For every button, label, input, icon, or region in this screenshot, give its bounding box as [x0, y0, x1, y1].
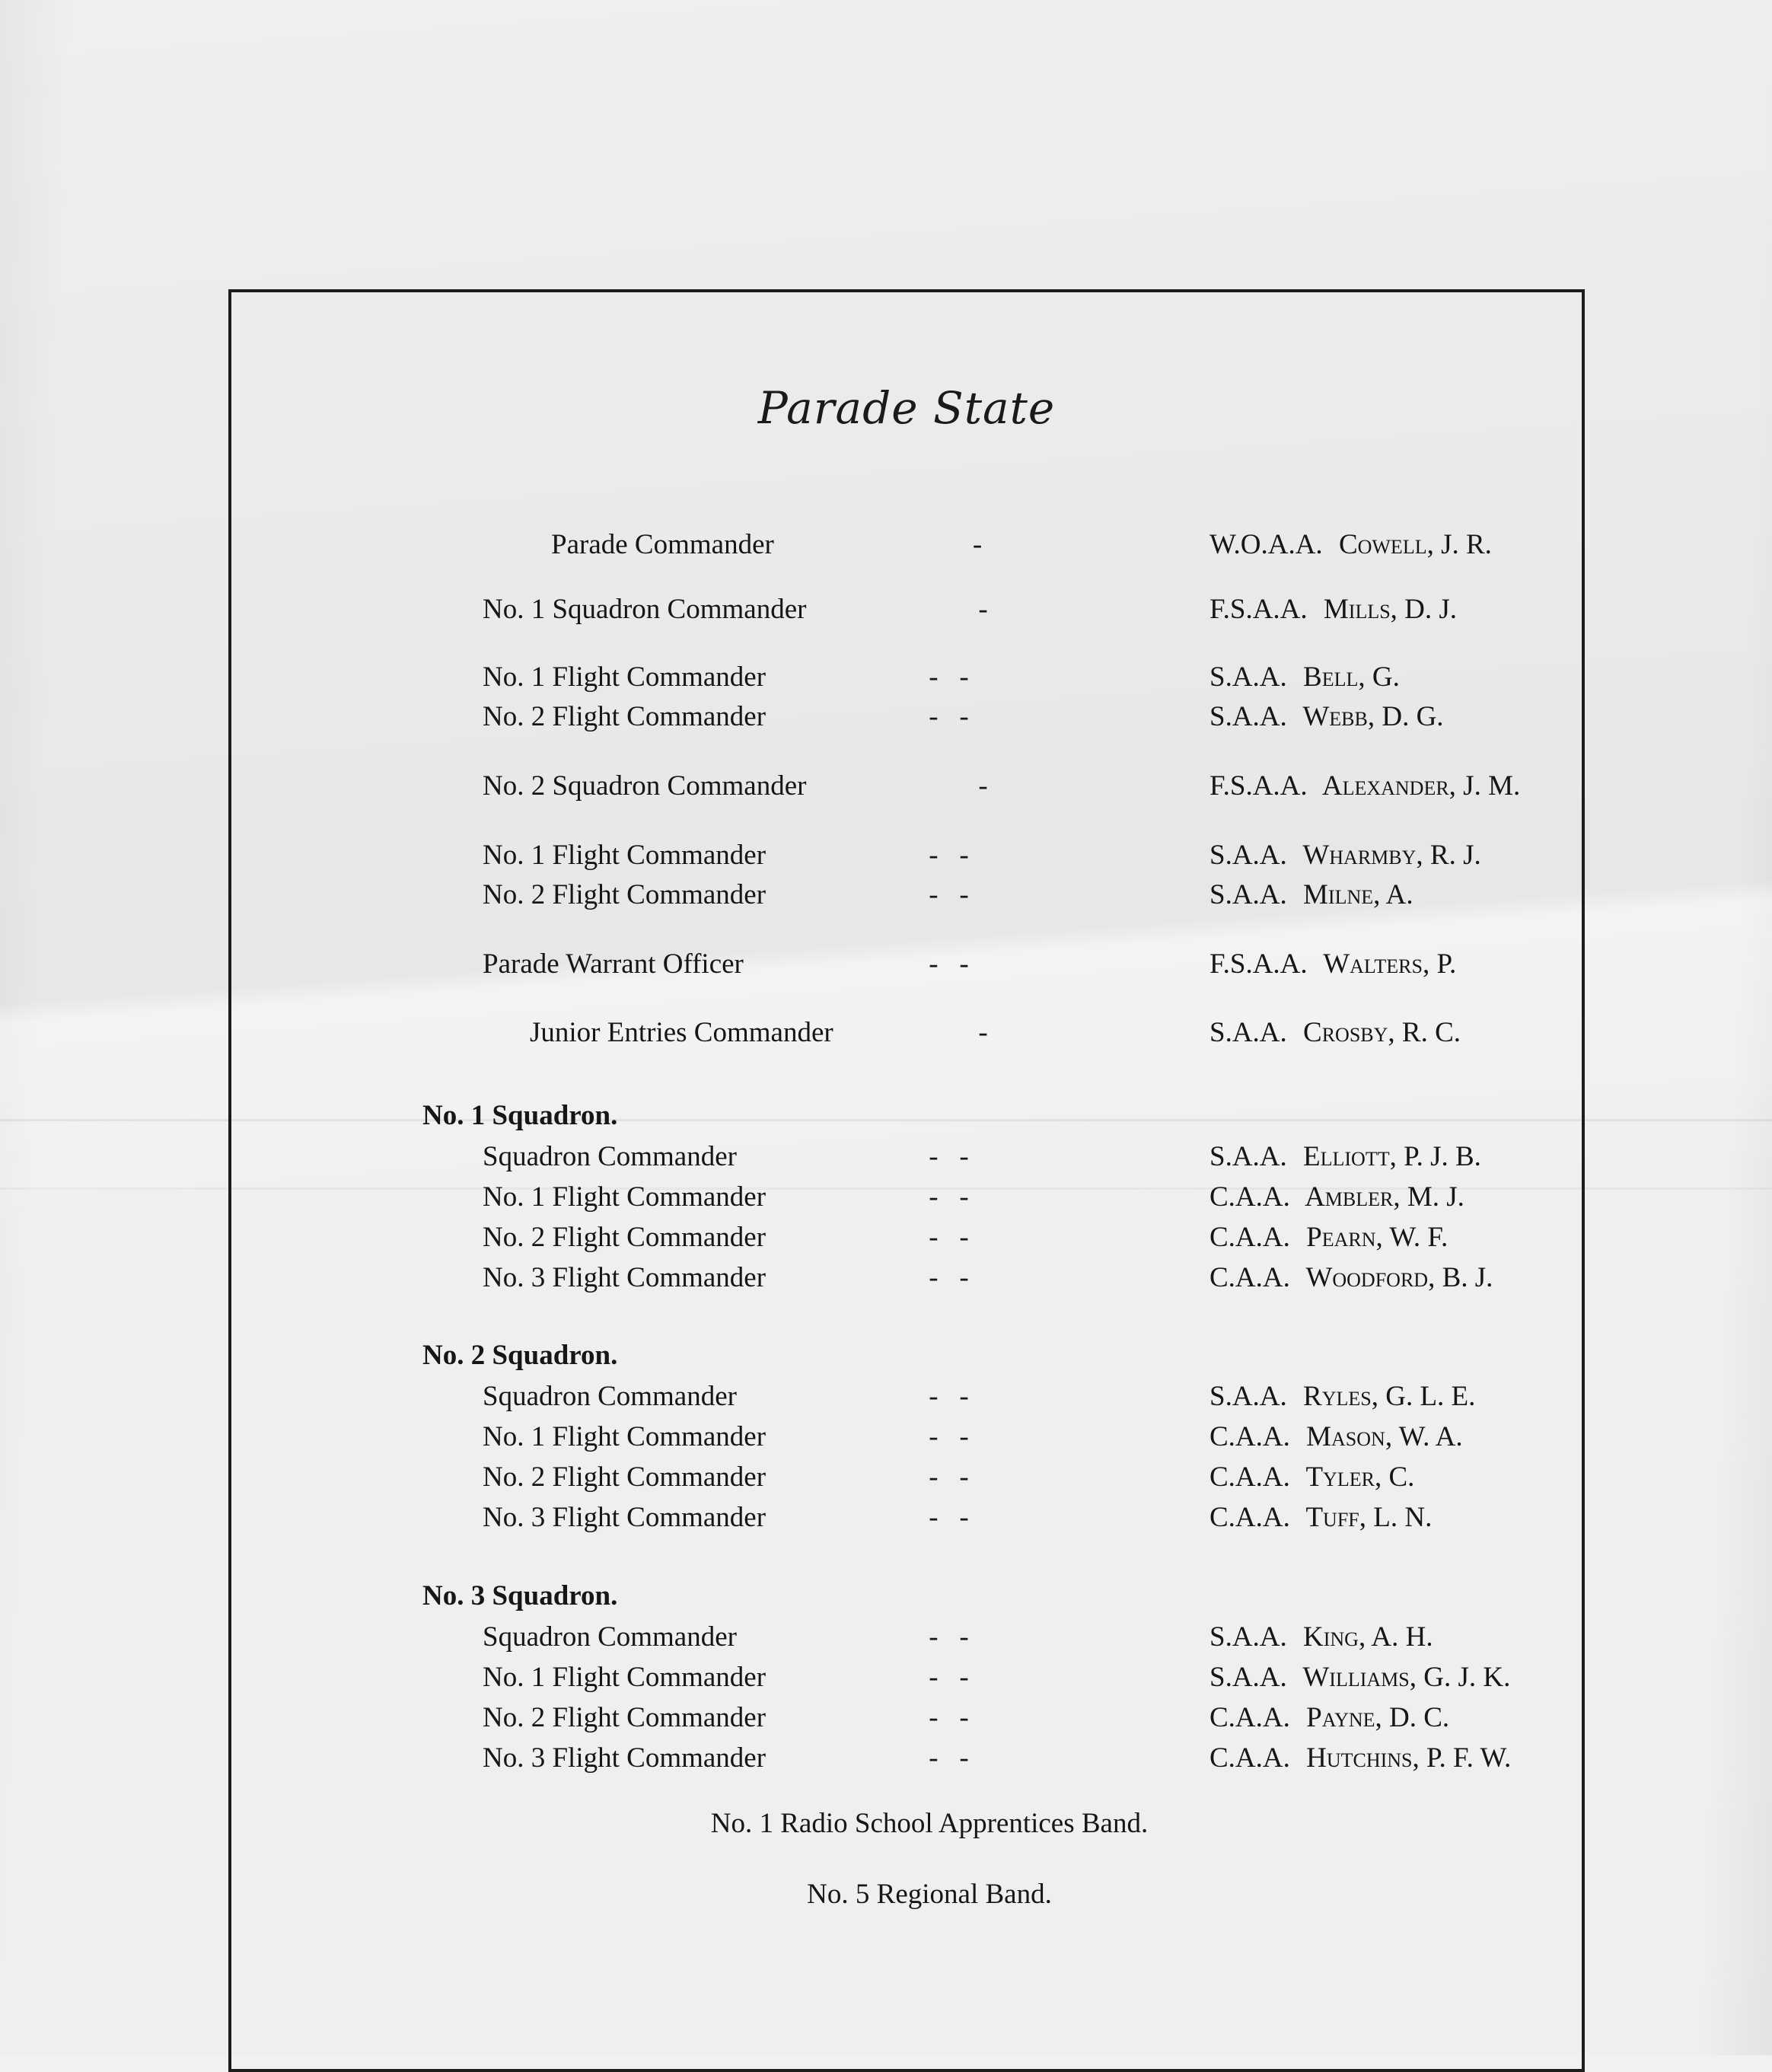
officer-name: [1209, 528, 1492, 561]
officer-row: [483, 770, 1772, 811]
officer-initials: , B. J.: [1428, 1262, 1493, 1293]
officer-row: [483, 593, 1772, 634]
separator-dash: - -: [929, 840, 969, 871]
officer-surname: Pearn: [1299, 1222, 1376, 1253]
officer-role: No. 1 Flight Commander: [483, 1421, 766, 1452]
separator-dash: - -: [929, 879, 969, 910]
officer-name: [1209, 1501, 1432, 1534]
officer-surname: Bell: [1296, 661, 1359, 693]
separator-dash: - -: [929, 1381, 969, 1412]
separator-dash: - -: [929, 1222, 969, 1253]
separator-dash: -: [972, 529, 983, 560]
separator-dash: - -: [929, 1181, 969, 1213]
officer-surname: Ryles: [1296, 1381, 1372, 1412]
officer-role: No. 1 Flight Commander: [483, 1181, 766, 1213]
officer-initials: , R. C.: [1388, 1017, 1461, 1048]
officer-rank: S.A.A.: [1209, 1621, 1287, 1653]
officer-role: No. 2 Flight Commander: [483, 879, 766, 910]
officer-row: [483, 1140, 1772, 1181]
officer-surname: Alexander: [1316, 770, 1449, 802]
officer-name: [1209, 1016, 1461, 1049]
officer-name: [1209, 839, 1481, 872]
officer-row: [483, 1380, 1772, 1421]
officer-row: [483, 1742, 1772, 1783]
officer-role: No. 2 Flight Commander: [483, 1462, 766, 1493]
officer-rank: C.A.A.: [1209, 1502, 1290, 1533]
officer-row: [483, 661, 1772, 702]
officer-name: [1209, 1701, 1449, 1734]
officer-role: Squadron Commander: [483, 1141, 737, 1172]
officer-name: [1209, 948, 1456, 980]
officer-name: [1209, 700, 1444, 733]
officer-initials: , G.: [1358, 661, 1400, 693]
officer-initials: , J. M.: [1449, 770, 1521, 802]
officer-surname: Tyler: [1299, 1462, 1375, 1493]
officer-rank: S.A.A.: [1209, 661, 1287, 693]
separator-dash: - -: [929, 1742, 969, 1774]
officer-role: No. 1 Flight Commander: [483, 840, 766, 871]
officer-row: [551, 528, 1772, 569]
officer-initials: , D. G.: [1367, 701, 1444, 732]
officer-initials: , G. L. E.: [1371, 1381, 1476, 1412]
officer-surname: Webb: [1296, 701, 1368, 732]
officer-surname: Milne: [1296, 879, 1374, 910]
officer-rank: W.O.A.A.: [1209, 529, 1323, 560]
officer-rank: F.S.A.A.: [1209, 948, 1308, 980]
officer-rank: F.S.A.A.: [1209, 594, 1308, 625]
officer-row: [483, 1501, 1772, 1542]
officer-row: [483, 878, 1772, 920]
officer-rank: S.A.A.: [1209, 879, 1287, 910]
officer-rank: C.A.A.: [1209, 1262, 1290, 1293]
separator-dash: - -: [929, 1662, 969, 1693]
officer-initials: , W. F.: [1375, 1222, 1449, 1253]
officer-surname: Mills: [1316, 594, 1391, 625]
separator-dash: -: [978, 770, 988, 802]
officer-initials: , P.: [1422, 948, 1457, 980]
officer-initials: , D. J.: [1390, 594, 1458, 625]
officer-surname: Mason: [1299, 1421, 1385, 1452]
officer-row: [483, 1181, 1772, 1222]
officer-name: [1209, 1380, 1475, 1413]
officer-role: No. 2 Flight Commander: [483, 1702, 766, 1733]
officer-role: Squadron Commander: [483, 1621, 737, 1653]
officer-name: [1209, 1461, 1414, 1493]
officer-name: [1209, 1181, 1464, 1213]
officer-name: [1209, 770, 1520, 802]
officer-role: No. 3 Flight Commander: [483, 1742, 766, 1774]
officer-rank: S.A.A.: [1209, 1381, 1287, 1412]
officer-name: [1209, 661, 1400, 693]
officer-initials: , A.: [1373, 879, 1413, 910]
separator-dash: - -: [929, 1702, 969, 1733]
officer-row: [483, 1420, 1772, 1462]
officer-rank: C.A.A.: [1209, 1181, 1290, 1213]
officer-role: Parade Commander: [551, 529, 774, 560]
officer-name: [1209, 1261, 1493, 1294]
officer-role: No. 3 Flight Commander: [483, 1262, 766, 1293]
officer-role: No. 2 Flight Commander: [483, 701, 766, 732]
officer-initials: , J. R.: [1426, 529, 1492, 560]
separator-dash: - -: [929, 701, 969, 732]
officer-row: [483, 1261, 1772, 1302]
officer-initials: , A. H.: [1358, 1621, 1433, 1653]
officer-initials: , W. A.: [1385, 1421, 1463, 1452]
separator-dash: - -: [929, 1462, 969, 1493]
officer-role: No. 2 Squadron Commander: [483, 770, 807, 802]
officer-name: [1209, 1420, 1463, 1453]
officer-rank: S.A.A.: [1209, 701, 1287, 732]
officer-row: [483, 1461, 1772, 1502]
officer-row: [483, 1621, 1772, 1662]
officer-surname: Ambler: [1299, 1181, 1394, 1213]
officer-rank: C.A.A.: [1209, 1702, 1290, 1733]
officer-rank: F.S.A.A.: [1209, 770, 1308, 802]
officer-name: [1209, 1140, 1481, 1173]
section-heading: No. 1 Squadron.: [422, 1100, 618, 1131]
separator-dash: -: [978, 594, 988, 625]
officer-name: [1209, 878, 1413, 911]
officer-surname: Wharmby: [1296, 840, 1417, 871]
officer-surname: Elliott: [1296, 1141, 1390, 1172]
officer-role: No. 3 Flight Commander: [483, 1502, 766, 1533]
officer-initials: , C.: [1374, 1462, 1415, 1493]
officer-initials: , R. J.: [1416, 840, 1481, 871]
officer-surname: Crosby: [1296, 1017, 1388, 1048]
officer-surname: Tuff: [1299, 1502, 1359, 1533]
officer-row: [530, 1016, 1772, 1057]
separator-dash: - -: [929, 661, 969, 693]
separator-dash: - -: [929, 948, 969, 980]
officer-row: [483, 839, 1772, 880]
officer-surname: Hutchins: [1299, 1742, 1413, 1774]
officer-rank: S.A.A.: [1209, 840, 1287, 871]
officer-name: [1209, 593, 1457, 626]
officer-role: Squadron Commander: [483, 1381, 737, 1412]
officer-name: [1209, 1742, 1511, 1774]
page-title: Parade State: [757, 382, 1056, 434]
officer-role: Junior Entries Commander: [530, 1017, 833, 1048]
officer-rank: S.A.A.: [1209, 1017, 1287, 1048]
officer-surname: Payne: [1299, 1702, 1375, 1733]
band-name: No. 1 Radio School Apprentices Band.: [710, 1808, 1149, 1839]
officer-rank: C.A.A.: [1209, 1742, 1290, 1774]
separator-dash: - -: [929, 1262, 969, 1293]
band-name: No. 5 Regional Band.: [807, 1879, 1052, 1910]
officer-surname: King: [1296, 1621, 1359, 1653]
officer-row: [483, 948, 1772, 989]
separator-dash: -: [978, 1017, 988, 1048]
separator-dash: - -: [929, 1621, 969, 1653]
officer-name: [1209, 1221, 1448, 1254]
officer-name: [1209, 1621, 1433, 1653]
officer-surname: Woodford: [1299, 1262, 1429, 1293]
officer-row: [483, 1701, 1772, 1742]
officer-role: Parade Warrant Officer: [483, 948, 744, 980]
officer-surname: Williams: [1296, 1662, 1410, 1693]
officer-name: [1209, 1661, 1510, 1694]
officer-surname: Cowell: [1331, 529, 1427, 560]
section-heading: No. 3 Squadron.: [422, 1580, 618, 1611]
officer-role: No. 1 Flight Commander: [483, 1662, 766, 1693]
officer-initials: , M. J.: [1393, 1181, 1464, 1213]
officer-role: No. 1 Squadron Commander: [483, 594, 807, 625]
officer-row: [483, 1221, 1772, 1262]
section-heading: No. 2 Squadron.: [422, 1340, 618, 1371]
officer-rank: C.A.A.: [1209, 1421, 1290, 1452]
officer-initials: , P. F. W.: [1412, 1742, 1512, 1774]
officer-initials: , P. J. B.: [1389, 1141, 1481, 1172]
officer-rank: C.A.A.: [1209, 1462, 1290, 1493]
officer-surname: Walters: [1316, 948, 1423, 980]
separator-dash: - -: [929, 1141, 969, 1172]
programme-frame: [228, 289, 1585, 2072]
officer-role: No. 2 Flight Commander: [483, 1222, 766, 1253]
separator-dash: - -: [929, 1502, 969, 1533]
officer-initials: , D. C.: [1375, 1702, 1450, 1733]
officer-initials: , L. N.: [1359, 1502, 1433, 1533]
officer-row: [483, 700, 1772, 741]
separator-dash: - -: [929, 1421, 969, 1452]
officer-row: [483, 1661, 1772, 1702]
officer-role: No. 1 Flight Commander: [483, 661, 766, 693]
officer-initials: , G. J. K.: [1409, 1662, 1511, 1693]
officer-rank: C.A.A.: [1209, 1222, 1290, 1253]
officer-rank: S.A.A.: [1209, 1141, 1287, 1172]
officer-rank: S.A.A.: [1209, 1662, 1287, 1693]
